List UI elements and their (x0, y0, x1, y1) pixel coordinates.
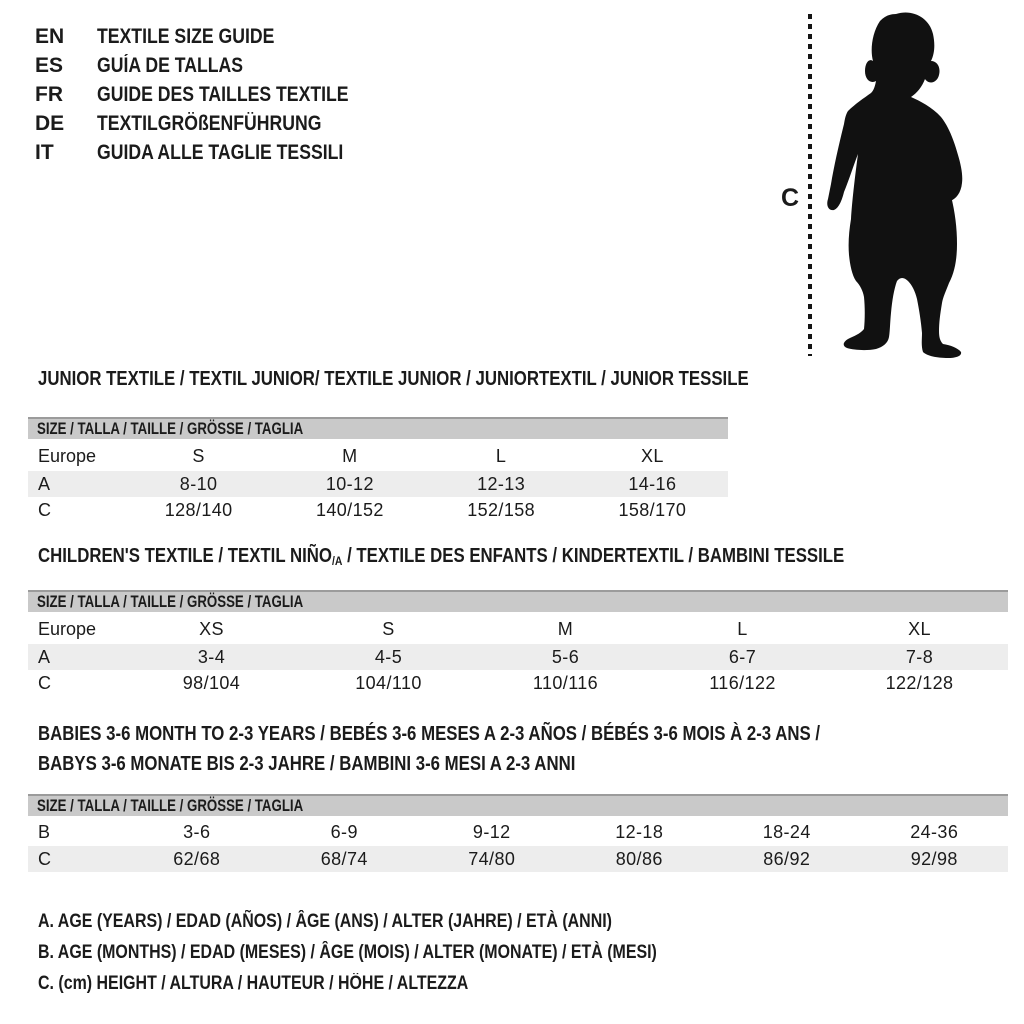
toddler-silhouette-icon (822, 6, 984, 360)
language-row-it (35, 138, 396, 167)
language-row-es (35, 51, 396, 80)
age-cell: 5-6 (551, 647, 580, 667)
age-cell: 18-24 (762, 822, 811, 842)
language-title: GUIDA ALLE TAGLIE TESSILI (97, 141, 344, 164)
height-cell: 80/86 (615, 849, 663, 869)
height-marker-label: C (781, 184, 800, 212)
table-row-europe (28, 441, 728, 471)
section-title-junior (38, 368, 884, 391)
section-title-babies (38, 719, 969, 779)
table-header-band (28, 417, 728, 439)
row-label: C (38, 673, 51, 693)
age-cell: 4-5 (374, 647, 403, 667)
table-row-age-months (28, 818, 1008, 846)
row-label: A (38, 474, 51, 494)
language-code: ES (35, 54, 64, 77)
height-cell: 68/74 (320, 849, 368, 869)
height-cell: 62/68 (173, 849, 221, 869)
babies-size-table (28, 794, 1008, 872)
age-cell: 12-18 (615, 822, 664, 842)
junior-size-table (28, 417, 728, 523)
title-pre: CHILDREN'S TEXTILE / TEXTIL NIÑO (38, 545, 332, 567)
height-cell: 110/116 (532, 673, 599, 693)
age-cell: 8-10 (179, 474, 218, 494)
height-cell: 74/80 (468, 849, 516, 869)
language-row-de (35, 109, 396, 138)
height-cell: 140/152 (315, 500, 384, 520)
row-label: A (38, 647, 51, 667)
title-subscript: /A (331, 554, 343, 569)
row-label: Europe (38, 446, 97, 466)
size-cell: XS (199, 619, 224, 639)
language-code: IT (35, 141, 54, 164)
table-row-age (28, 644, 1008, 670)
children-size-table (28, 590, 1008, 696)
section-title-text: JUNIOR TEXTILE / TEXTIL JUNIOR/ TEXTILE JUNIOR / JUNIORTEXTIL / JUNIOR TESSILE (38, 368, 749, 390)
age-cell: 12-13 (477, 474, 526, 494)
size-cell: S (382, 619, 395, 639)
size-cell: S (192, 446, 205, 466)
footnote-b (38, 937, 775, 968)
age-cell: 9-12 (472, 822, 511, 842)
height-cell: 116/122 (709, 673, 776, 693)
height-cell: 104/110 (355, 673, 422, 693)
age-cell: 6-9 (330, 822, 358, 842)
row-label: C (38, 500, 51, 520)
height-cell: 92/98 (910, 849, 958, 869)
height-cell: 86/92 (763, 849, 811, 869)
language-title: GUÍA DE TALLAS (97, 54, 244, 77)
age-cell: 3-4 (197, 647, 226, 667)
table-header-text: SIZE / TALLA / TAILLE / GRÖSSE / TAGLIA (37, 796, 304, 815)
age-cell: 6-7 (728, 647, 757, 667)
section-title-text (38, 545, 844, 568)
size-cell: L (737, 619, 748, 639)
footnote-a (38, 906, 775, 937)
age-cell: 7-8 (905, 647, 934, 667)
language-row-fr (35, 80, 396, 109)
height-cell: 98/104 (182, 673, 241, 693)
height-cell: 152/158 (467, 500, 536, 520)
row-label: C (38, 849, 51, 869)
row-label: Europe (38, 619, 97, 639)
language-title: TEXTILGRÖßENFÜHRUNG (97, 112, 322, 135)
babies-title-line-2: BABYS 3-6 MONATE BIS 2-3 JAHRE / BAMBINI 3-6 MESI A 2-3 ANNI (38, 753, 576, 775)
size-cell: XL (908, 619, 931, 639)
size-cell: M (342, 446, 358, 466)
size-cell: L (495, 446, 507, 466)
table-header-text: SIZE / TALLA / TAILLE / GRÖSSE / TAGLIA (37, 419, 304, 438)
title-post: / TEXTILE DES ENFANTS / KINDERTEXTIL / BAMBINI TESSILE (342, 545, 845, 567)
babies-title-line-1: BABIES 3-6 MONTH TO 2-3 YEARS / BEBÉS 3-6 MESES A 2-3 AÑOS / BÉBÉS 3-6 MOIS À 2-3 ANS / (38, 723, 821, 745)
language-title: TEXTILE SIZE GUIDE (97, 25, 275, 48)
age-cell: 3-6 (183, 822, 211, 842)
table-header-band (28, 590, 1008, 612)
table-row-age (28, 471, 728, 497)
footnote-text: A. AGE (YEARS) / EDAD (AÑOS) / ÂGE (ANS) / ALTER (JAHRE) / ETÀ (ANNI) (38, 911, 612, 932)
age-cell: 24-36 (910, 822, 959, 842)
table-header-text: SIZE / TALLA / TAILLE / GRÖSSE / TAGLIA (37, 592, 304, 611)
language-title: GUIDE DES TAILLES TEXTILE (97, 83, 349, 106)
table-row-height (28, 846, 1008, 872)
toddler-silhouette-path (827, 13, 962, 358)
height-cell: 128/140 (164, 500, 233, 520)
language-row-en (35, 22, 396, 51)
table-header-band (28, 794, 1008, 816)
height-dotted-line (808, 14, 812, 356)
section-title-children (38, 545, 998, 568)
size-cell: M (557, 619, 574, 639)
language-code: EN (35, 25, 65, 48)
size-cell: XL (640, 446, 664, 466)
table-row-height (28, 497, 728, 523)
height-cell: 122/128 (885, 673, 954, 693)
height-cell: 158/170 (618, 500, 687, 520)
age-cell: 14-16 (628, 474, 677, 494)
language-code: DE (35, 112, 65, 135)
table-row-height (28, 670, 1008, 696)
row-label: B (38, 822, 51, 842)
language-list (35, 22, 396, 167)
age-cell: 10-12 (325, 474, 374, 494)
footnote-text: C. (cm) HEIGHT / ALTURA / HAUTEUR / HÖHE / ALTEZZA (38, 973, 469, 994)
language-code: FR (35, 83, 63, 106)
footnote-c (38, 968, 775, 999)
footnotes (38, 906, 775, 999)
footnote-text: B. AGE (MONTHS) / EDAD (MESES) / ÂGE (MOIS) / ALTER (MONATE) / ETÀ (MESI) (38, 942, 657, 963)
table-row-europe (28, 614, 1008, 644)
